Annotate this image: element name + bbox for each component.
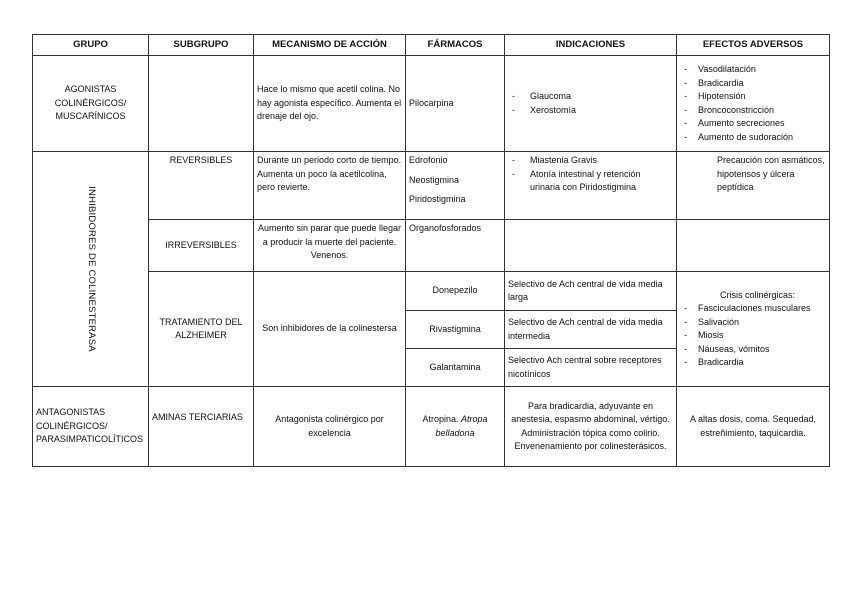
alzheimer-subgrupo: TRATAMIENTO DEL ALZHEIMER <box>149 272 254 387</box>
agonistas-indicaciones <box>505 56 677 152</box>
list-item: - Bradicardia <box>680 356 826 370</box>
list-item: - Náuseas, vómitos <box>680 343 826 357</box>
reversibles-farmacos <box>406 152 505 220</box>
alzheimer-indicacion: Selectivo de Ach central de vida media intermedia <box>505 311 677 349</box>
list-item: - Xerostomía <box>508 104 673 118</box>
inhibidores-grupo <box>33 152 149 387</box>
list-item: - Glaucoma <box>508 90 673 104</box>
table-row <box>33 387 830 467</box>
header-efectos: EFECTOS ADVERSOS <box>677 35 830 56</box>
irreversibles-subgrupo: IRREVERSIBLES <box>149 220 254 272</box>
alzheimer-efectos <box>677 272 830 387</box>
header-indicaciones: INDICACIONES <box>505 35 677 56</box>
antagonistas-indicaciones: Para bradicardia, adyuvante en anestesia, espasmo abdominal, vértigo. Administración tópica como colirio. Envenenamiento por colinesterásicos. <box>505 387 677 467</box>
reversibles-subgrupo: REVERSIBLES <box>149 152 254 220</box>
header-subgrupo: SUBGRUPO <box>149 35 254 56</box>
table-row <box>33 220 830 272</box>
list-item: - Fasciculaciones musculares <box>680 302 826 316</box>
antagonistas-farmacos <box>406 387 505 467</box>
header-grupo: GRUPO <box>33 35 149 56</box>
irreversibles-farmacos: Organofosforados <box>406 220 505 272</box>
list-item: - Hipotensión <box>680 90 826 104</box>
list-item: Neostigmina <box>409 174 460 185</box>
alzheimer-efectos-title: Crisis colinérgicas: <box>720 289 796 300</box>
list-item: Piridostigmina <box>409 194 466 204</box>
alzheimer-farmaco: Donepezilo <box>406 272 505 311</box>
agonistas-efectos <box>677 56 830 152</box>
table-row <box>33 56 830 152</box>
farmaco-name: Atropina. <box>422 414 459 424</box>
agonistas-grupo: AGONISTAS COLINÉRGICOS/ MUSCARÍNICOS <box>33 56 149 152</box>
list-item: - Vasodilatación <box>680 63 826 77</box>
list-item: - Broncoconstricción <box>680 104 826 118</box>
irreversibles-efectos <box>677 220 830 272</box>
list-item: - Salivación <box>680 316 826 330</box>
inhibidores-grupo-label: INHIBIDORES DE COLINESTERASA <box>85 186 97 352</box>
list-item: - Aumento secreciones <box>680 117 826 131</box>
alzheimer-farmaco: Rivastigmina <box>406 311 505 349</box>
list-item: - Bradicardia <box>680 77 826 91</box>
reversibles-mecanismo: Durante un periodo corto de tiempo. Aumenta un poco la acetilcolina, pero revierte. <box>254 152 406 220</box>
header-farmacos: FÁRMACOS <box>406 35 505 56</box>
reversibles-efectos: Precaución con asmáticos, hipotensos y úlcera peptídica <box>677 152 830 220</box>
list-item: - Aumento de sudoración <box>680 131 826 145</box>
agonistas-farmacos: Pilocarpina <box>406 56 505 152</box>
alzheimer-mecanismo: Son inhibidores de la colinestersa <box>254 272 406 387</box>
list-item: - Atonía intestinal y retención urinaria con Piridostigmina <box>508 168 673 195</box>
list-item: - Miastenia Gravis <box>508 154 673 168</box>
reversibles-indicaciones <box>505 152 677 220</box>
farmaco-species: Atropa belladona <box>435 414 488 438</box>
agonistas-subgrupo <box>149 56 254 152</box>
alzheimer-indicacion: Selectivo de Ach central de vida media larga <box>505 272 677 311</box>
antagonistas-mecanismo: Antagonista colinérgico por excelencia <box>254 387 406 467</box>
table-row <box>33 152 830 220</box>
antagonistas-grupo: ANTAGONISTAS COLINÉRGICOS/ PARASIMPATICOLÍTICOS <box>33 387 149 467</box>
antagonistas-subgrupo: AMINAS TERCIARIAS <box>149 387 254 467</box>
list-item: - Miosis <box>680 329 826 343</box>
alzheimer-indicacion: Selectivo Ach central sobre receptores nicotínicos <box>505 349 677 387</box>
irreversibles-mecanismo: Aumento sin parar que puede llegar a producir la muerte del paciente. Venenos. <box>254 220 406 272</box>
agonistas-mecanismo: Hace lo mismo que acetil colina. No hay agonista específico. Aumenta el drenaje del ojo. <box>254 56 406 152</box>
header-mecanismo: MECANISMO DE ACCIÓN <box>254 35 406 56</box>
pharmacology-table <box>32 34 830 467</box>
antagonistas-efectos: A altas dosis, coma. Sequedad, estreñimiento, taquicardia. <box>677 387 830 467</box>
list-item: Edrofonio <box>409 155 448 165</box>
alzheimer-farmaco: Galantamina <box>406 349 505 387</box>
table-row <box>33 272 830 311</box>
header-row <box>33 35 830 56</box>
irreversibles-indicaciones <box>505 220 677 272</box>
